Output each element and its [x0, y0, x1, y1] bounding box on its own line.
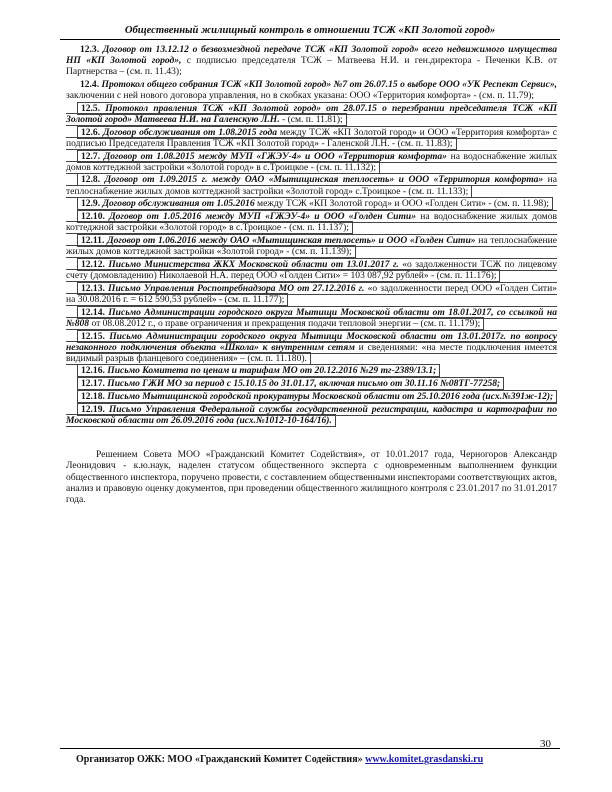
- item-number: 12.18.: [81, 391, 105, 403]
- header-divider: [60, 39, 560, 40]
- item-detail: «о задолженности ТСЖ по лицевому счету (домовладению) Николаевой Н.А. перед ООО «Голден Сити» = 103 087,92 рублей» - (см. п. 11.176);: [66, 258, 557, 281]
- item-number: 12.12.: [81, 258, 105, 270]
- document-item: [66, 127, 557, 149]
- item-number: 12.4.: [80, 78, 100, 90]
- document-item: [66, 198, 557, 209]
- item-detail: от 08.08.2012 г., о праве ограничения и прекращения подачи тепловой энергии – (см. п. 11.179);: [89, 317, 481, 329]
- item-number: 12.7.: [81, 150, 101, 162]
- item-title: Протокол общего собрания ТСЖ «КП Золотой город» №7 от 26.07.15 о выборе ООО «УК Респект Сервис»,: [101, 78, 557, 90]
- council-decision-paragraph: Решением Совета МОО «Гражданский Комитет Содействия», от 10.01.2017 года, Черногоров Александр Леонидович - к.ю.наук, наделен статусом общественного эксперта с одновременным выполнением функции общественного инспектора, поручено провести, с составлением общественными инспекторами соответствующих актов, анализ и правовую оценку документов, при проведении общественного жилищного контроля с 23.01.2017 по 31.01.2017 года.: [66, 449, 557, 506]
- item-title: Договор обслуживания от 1.08.2015 года: [102, 126, 278, 138]
- item-detail: и сведениями: «на месте подключения имеется видимый разрыв фланцевого соединения» – (см. п. 11.180).: [66, 341, 557, 364]
- document-item: [66, 283, 557, 305]
- item-title: Письмо ГЖИ МО за период с 15.10.15 до 31.01.17, включая письмо от 30.11.16 №08ТГ-77258;: [107, 378, 501, 390]
- document-item: [66, 307, 557, 329]
- item-number: 12.10.: [81, 211, 105, 223]
- item-title: Письмо Мытищинской городской прокуратуры Московской области от 25.10.2016 года (исх.№391ж-12);: [107, 391, 554, 403]
- item-title: Письмо Министерства ЖКХ Московской области от 13.01.2017 г.: [108, 258, 399, 270]
- item-detail: между ТСЖ «КП Золотой город» и ООО «Голден Сити» - (см. п. 11.98);: [254, 198, 549, 210]
- item-number: 12.17.: [81, 378, 105, 390]
- item-detail: на теплоснабжение жилых домов коттеджной застройки «Золотой город» - (см. п. 11.139);: [66, 235, 558, 258]
- document-item: [66, 211, 557, 233]
- item-title: Договор от 1.09.2015 г. между ОАО «Мытищинская теплосеть» и ООО «Территория комфорта»: [104, 174, 544, 186]
- item-title: Письмо Администрации городского округа Мытищи Московской области от 18.01.2017, со ссылкой на №808: [66, 306, 557, 329]
- document-item: [66, 103, 557, 125]
- item-number: 12.14.: [81, 306, 105, 318]
- document-item: [66, 151, 557, 173]
- item-detail: на водоснабжение жилых домов коттеджной застройки «Золотой город» в с.Троицкое - (см. п. 11.137);: [66, 211, 557, 234]
- item-number: 12.16.: [81, 365, 105, 377]
- item-title: Договор от 1.08.2015 между МУП «ГЖЭУ-4» и ООО «Территория комфорта»: [103, 150, 447, 162]
- item-detail: заключении с ней нового договора управления, но в скобках указана: ООО «Территория комфорта» - (см. п. 11.79);: [66, 90, 535, 102]
- document-items-list: [66, 44, 557, 426]
- item-title: Договор обслуживания от 1.05.2016: [102, 198, 255, 210]
- item-number: 12.11.: [81, 235, 105, 246]
- document-item: [66, 235, 557, 257]
- footer-website-link[interactable]: www.komitet.grasdanski.ru: [365, 754, 484, 765]
- item-number: 12.15.: [81, 330, 105, 342]
- item-detail: с подписью председателя ТСЖ – Матвеева Н.И. и ген.директора - Печенки К.В. от Партнерства – (см. п. 11.43);: [66, 55, 558, 78]
- item-detail: - (см. п. 11.81);: [279, 113, 343, 125]
- item-detail: на теплоснабжение жилых домов коттеджной застройки «Золотой город» с.Троицкое - (см. п. 11.133);: [66, 174, 557, 197]
- item-title: Письмо Управления Роспотребнадзора МО от 27.12.2016 г.: [108, 282, 365, 294]
- item-title: Договор от 1.06.2016 между ОАО «Мытищинская теплосеть» и ООО «Голден Сити»: [107, 235, 476, 246]
- page-number: 30: [540, 738, 551, 750]
- footer-divider: [60, 748, 560, 749]
- item-detail: между ТСЖ «КП Золотой город» и ООО «Территория комфорта» с подписью Председателя Правления ТСЖ «КП Золотой город» - Галенской Л.Н. - (см. п. 11.83);: [66, 126, 557, 149]
- item-title: Письмо Администрации городского округа Мытищи Московской области от 13.01.2017г. по вопросу незаконного подключения объекта «Школа» к внутренним сетям: [66, 330, 557, 353]
- document-item: [66, 365, 557, 376]
- document-item: [66, 378, 557, 389]
- page-footer: [76, 754, 483, 765]
- item-number: 12.3.: [80, 44, 100, 55]
- document-item: [66, 79, 557, 101]
- document-item: [66, 331, 557, 364]
- item-number: 12.19.: [81, 403, 105, 415]
- item-detail: «о задолженности перед ООО «Голден Сити» на 30.08.2016 г. = 612 590,53 рублей» - (см. п. 11.177);: [66, 282, 557, 305]
- item-number: 12.13.: [81, 282, 105, 294]
- document-item: [66, 174, 557, 196]
- document-item: [66, 259, 557, 281]
- item-title: Договор от 13.12.12 о безвозмездной передаче ТСЖ «КП Золотой город» всего недвижимого имущества НП «КП Золотой город»,: [66, 44, 557, 67]
- item-number: 12.5.: [81, 102, 101, 114]
- item-number: 12.8.: [81, 174, 101, 186]
- item-number: 12.9.: [81, 198, 101, 210]
- document-item: [66, 404, 557, 426]
- item-detail: на водоснабжение жилых домов коттеджной застройки «Золотой город» в с.Троицкое - (см. п. 11.132);: [66, 150, 558, 173]
- page-header-title: Общественный жилищный контроль в отношении ТСЖ «КП Золотой город»: [124, 25, 496, 36]
- document-body: [66, 44, 557, 505]
- item-title: Договор от 1.05.2016 между МУП «ГЖЭУ-4» и ООО «Голден Сити»: [109, 211, 416, 223]
- item-title: Письмо Комитета по ценам и тарифам МО от 20.12.2016 №29 тг-2389/13.1;: [107, 365, 437, 377]
- document-item: [66, 391, 557, 402]
- document-item: [66, 44, 557, 77]
- footer-organizer-label: Организатор ОЖК: МОО «Гражданский Комитет Содействия»: [76, 754, 363, 765]
- item-title: Письмо Управления Федеральной службы государственной регистрации, кадастра и картографии по Московской области от 26.09.2016 года (исх.№1012-10-164/16).: [66, 403, 557, 426]
- item-title: Протокол правления ТСЖ «КП Золотой город» от 28.07.15 о перезбрании председателя ТСЖ «КП Золотой город» Матвеева Н.И. на Галенскую Л.Н.: [66, 102, 558, 125]
- item-number: 12.6.: [81, 126, 101, 138]
